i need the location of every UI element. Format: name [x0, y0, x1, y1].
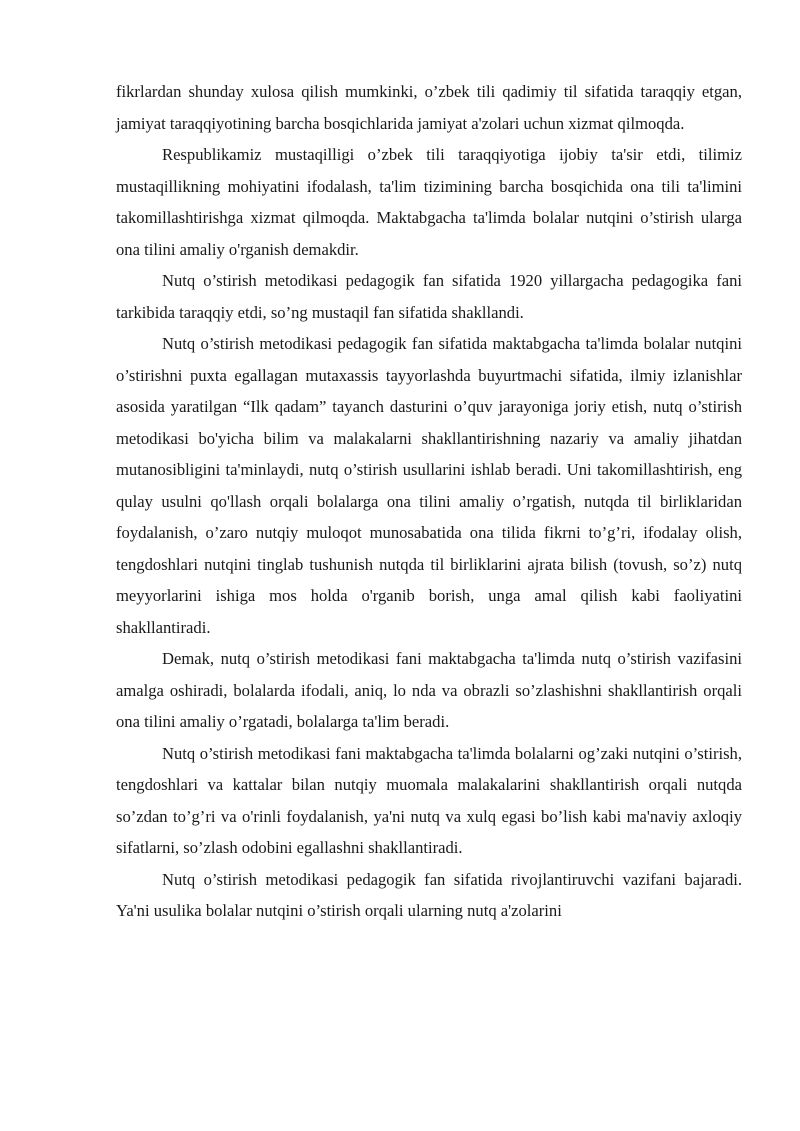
paragraph-7: Nutq o’stirish metodikasi pedagogik fan sifatida rivojlantiruvchi vazifani bajaradi. Ya'ni usulika bolalar nutqini o’stirish orqali ularning nutq a'zolarini [116, 869, 742, 920]
paragraph-4: Nutq o’stirish metodikasi pedagogik fan sifatida maktabgacha ta'limda bolalar nutqini o’stirishni puxta egallagan mutaxassis tayyorlashda buyurtmachi sifatida, ilmiy izlanishlar asosida yaratilgan “Ilk qadam” tayanch dasturini o’quv jarayoniga joriy etish, nutq o’stirish metodikasi bo'yicha bilim va malakalarni shakllantirishning nazariy va amaliy jihatdan mutanosibligini ta'minlaydi, nutq o’stirish usullarini ishlab beradi. Uni takomillashtirish, eng qulay usulni qo'llash orqali bolalarga ona tilini amaliy o’rgatish, nutqda til birliklaridan foydalanish, o’zaro nutqiy muloqot munosabatida ona tilida fikrni to’g’ri, ifodalay olish, tengdoshlari nutqini tinglab tushunish nutqda til birliklarini ajrata bilish (tovush, so’z) nutq meyyorlarini ishiga mos holda o'rganib borish, unga amal qilish kabi faoliyatini shakllantiradi. [116, 334, 742, 637]
paragraph-3: Nutq o’stirish metodikasi pedagogik fan sifatida 1920 yillargacha pedagogika fani tarkibida taraqqiy etdi, so’ng mustaqil fan sifatida shakllandi. [116, 271, 742, 322]
paragraph-6: Nutq o’stirish metodikasi fani maktabgacha ta'limda bolalarni og’zaki nutqini o’stirish, tengdoshlari va kattalar bilan nutqiy muomala malakalarini shakllantirish orqali nutqda so’zdan to’g’ri va o'rinli foydalanish, ya'ni nutq va xulq egasi bo’lish kabi ma'naviy axloqiy sifatlarni, so’zlash odobini egallashni shakllantiradi. [116, 743, 742, 857]
paragraph-1: fikrlardan shunday xulosa qilish mumkinki, o’zbek tili qadimiy til sifatida taraqqiy etgan, jamiyat taraqqiyotining barcha bosqichlarida jamiyat a'zolari uchun xizmat qilmoqda. [116, 82, 742, 133]
document-page [116, 76, 742, 927]
paragraph-2: Respublikamiz mustaqilligi o’zbek tili taraqqiyotiga ijobiy ta'sir etdi, tilimiz mustaqillikning mohiyatini ifodalash, ta'lim tizimining barcha bosqichida ona tili ta'limini takomillashtirishga xizmat qilmoqda. Maktabgacha ta'limda bolalar nutqini o’stirish ularga ona tilini amaliy o'rganish demakdir. [116, 145, 742, 259]
paragraph-5: Demak, nutq o’stirish metodikasi fani maktabgacha ta'limda nutq o’stirish vazifasini amalga oshiradi, bolalarda ifodali, aniq, lo nda va obrazli so’zlashishni shakllantirish orqali ona tilini amaliy o’rgatadi, bolalarga ta'lim beradi. [116, 649, 742, 731]
